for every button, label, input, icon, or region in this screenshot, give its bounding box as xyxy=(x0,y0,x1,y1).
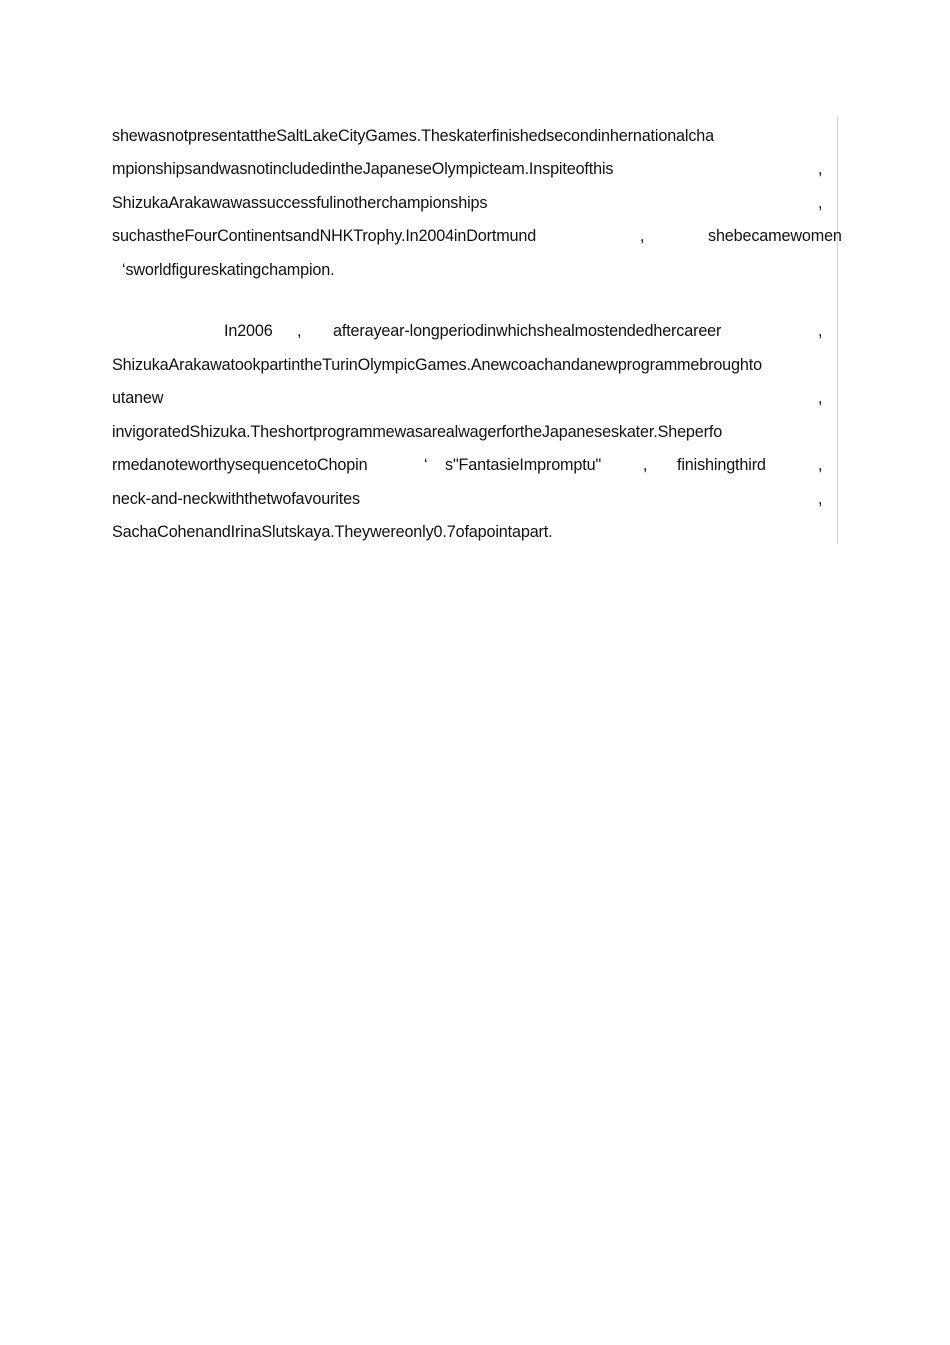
paragraph-2-line-2 xyxy=(112,354,762,376)
paragraph-1-line-4 xyxy=(112,225,842,247)
paragraph-2-line-4 xyxy=(112,421,723,443)
margin-rule xyxy=(837,116,838,544)
paragraph-1-line-2 xyxy=(112,158,823,180)
text-segment: SachaCohenandIrinaSlutskaya.Theywereonly0.7ofapointapart. xyxy=(112,523,553,541)
text-segment: ShizukaArakawawassuccessfulinotherchampionships xyxy=(112,194,488,212)
comma-mark: , xyxy=(818,389,823,407)
text-segment: suchastheFourContinentsandNHKTrophy.In2004inDortmund xyxy=(112,227,537,245)
text-segment: shewasnotpresentattheSaltLakeCityGames.Theskaterfinishedsecondinhernationalcha xyxy=(112,127,714,145)
text-segment: shebecamewomen xyxy=(708,227,842,245)
paragraph-2-line-3 xyxy=(112,387,823,409)
text-segment: mpionshipsandwasnotincludedintheJapaneseOlympicteam.Inspiteofthis xyxy=(112,160,614,178)
paragraph-1-line-3 xyxy=(112,192,823,214)
comma-mark: , xyxy=(297,322,302,340)
comma-mark: , xyxy=(818,322,823,340)
text-segment: finishingthird xyxy=(677,456,766,474)
text-segment: In2006 xyxy=(224,322,273,340)
paragraph-2-line-1 xyxy=(112,320,823,342)
text-segment: rmedanoteworthysequencetoChopin xyxy=(112,456,368,474)
apostrophe-mark: ‘ xyxy=(424,456,428,474)
text-segment: neck-and-neckwiththetwofavourites xyxy=(112,490,360,508)
paragraph-2-line-7 xyxy=(112,521,553,543)
paragraph-2-line-5 xyxy=(112,454,823,476)
paragraph-1-line-1 xyxy=(112,125,714,147)
text-segment: ‘sworldfigureskatingchampion. xyxy=(122,261,335,279)
text-segment: invigoratedShizuka.TheshortprogrammewasarealwagerfortheJapaneseskater.Sheperfo xyxy=(112,423,723,441)
text-segment: s"FantasieImpromptu" xyxy=(445,456,602,474)
text-segment: afterayear-longperiodinwhichshealmostendedhercareer xyxy=(333,322,722,340)
paragraph-2-line-6 xyxy=(112,488,823,510)
paragraph-1-line-5 xyxy=(112,259,335,281)
comma-mark: , xyxy=(818,160,823,178)
comma-mark: , xyxy=(643,456,648,474)
text-segment: utanew xyxy=(112,389,164,407)
comma-mark: , xyxy=(818,490,823,508)
comma-mark: , xyxy=(818,456,823,474)
comma-mark: , xyxy=(640,227,645,245)
comma-mark: , xyxy=(818,194,823,212)
text-segment: ShizukaArakawatookpartintheTurinOlympicGames.Anewcoachandanewprogrammebroughto xyxy=(112,356,762,374)
